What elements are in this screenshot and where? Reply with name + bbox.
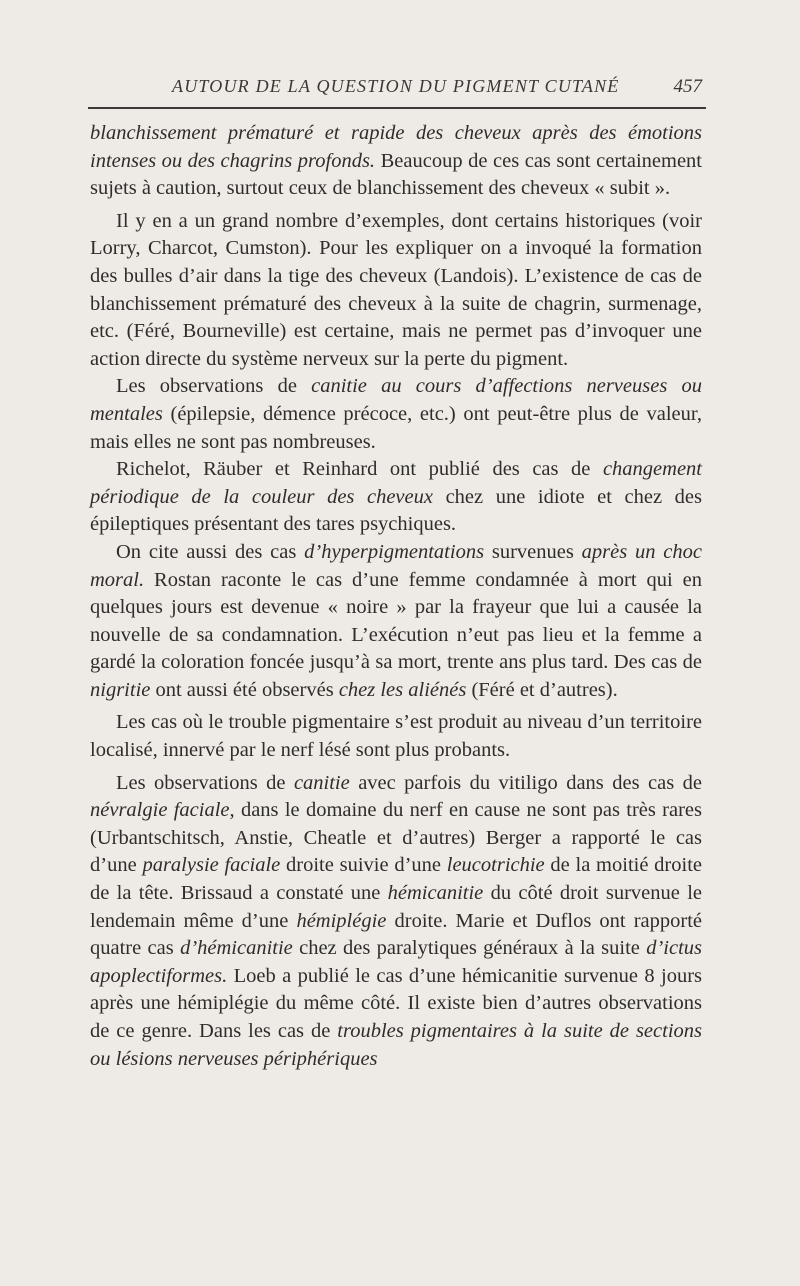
paragraph — [90, 373, 702, 456]
italic-text: troubles pigmentaires à la suite de sections ou lésions nerveuses périphériques — [90, 1020, 703, 1070]
text-run: chez des paralytiques généraux à la suite — [292, 937, 647, 960]
text-run: (Féré et d’autres). — [466, 678, 618, 701]
paragraph — [90, 770, 702, 1074]
text-run: Les observations de — [116, 375, 312, 398]
text-run: Les cas où le trouble pigmentaire s’est produit au niveau d’un territoire localisé, innervé par le nerf lésé sont plus probants. — [90, 711, 702, 762]
text-run: Les observations de — [116, 771, 294, 794]
italic-text: d’ictus apoplectiformes. — [90, 937, 702, 987]
italic-text: leucotrichie — [446, 854, 545, 877]
paragraph — [90, 208, 702, 374]
text-run: Loeb a publié le cas d’une hémicanitie survenue 8 jours après une hémiplégie du même côté. Il existe bien d’autres observations de ce genre. Dans les cas de — [90, 964, 702, 1042]
italic-text: blanchissement prématuré et rapide des cheveux après des émotions intenses ou des chagrins profonds. — [90, 122, 702, 172]
italic-text: nigritie — [90, 678, 151, 701]
text-run: Beaucoup de ces cas sont certainement sujets à caution, surtout ceux de blanchissement des cheveux « subit ». — [90, 149, 703, 200]
italic-text: chez les aliénés — [338, 678, 467, 701]
italic-text: canitie au cours d’affections nerveuses ou mentales — [90, 375, 702, 425]
text-run: chez une idiote et chez des épileptiques présentant des tares psychiques. — [90, 485, 702, 536]
header-rule — [88, 107, 706, 109]
italic-text: après un choc moral. — [90, 540, 702, 591]
text-run: Richelot, Räuber et Reinhard ont publié des cas de — [116, 458, 603, 481]
text-run: On cite aussi des cas — [116, 540, 305, 563]
italic-text: d’hyperpigmentations — [304, 540, 485, 563]
text-run: avec parfois du vitiligo dans des cas de — [349, 771, 702, 794]
text-run: du côté droit survenue le lendemain même d’une — [90, 882, 702, 932]
text-run: ont aussi été observés — [150, 678, 339, 701]
page-number: 457 — [673, 76, 702, 97]
paragraph — [90, 709, 702, 764]
text-run: droite suivie d’une — [280, 854, 447, 877]
text-run: de la moitié droite de la tête. Brissaud a constaté une — [90, 854, 702, 905]
italic-text: paralysie faciale — [142, 854, 281, 877]
text-run: survenues — [484, 540, 582, 563]
italic-text: hémiplégie — [296, 909, 387, 932]
italic-text: canitie — [293, 771, 350, 794]
paragraph — [90, 120, 702, 203]
paragraph — [90, 456, 702, 539]
text-run: droite. Marie et Duflos ont rapporté quatre cas — [90, 909, 702, 960]
text-run: dans le domaine du nerf en cause ne sont pas très rares (Urbantschitsch, Anstie, Cheatle et d’autres) Berger a rapporté le cas d’une — [90, 799, 702, 877]
paragraph — [90, 539, 702, 705]
body-text — [90, 120, 702, 1073]
italic-text: changement périodique de la couleur des cheveux — [90, 458, 702, 508]
text-run: (épilepsie, démence précoce, etc.) ont peut-être plus de valeur, mais elles ne sont pas nombreuses. — [90, 402, 702, 453]
running-title: AUTOUR DE LA QUESTION DU PIGMENT CUTANÉ — [172, 76, 620, 96]
italic-text: névralgie faciale, — [90, 799, 235, 822]
italic-text: hémicanitie — [387, 882, 484, 905]
text-run: Il y en a un grand nombre d’exemples, dont certains historiques (voir Lorry, Charcot, Cumston). Pour les expliquer on a invoqué la formation des bulles d’air dans la tige des cheveux (Landois). L’existence de cas de blanchissement prématuré des cheveux à la suite de chagrin, surmenage, etc. (Féré, Bourneville) est certaine, mais ne permet pas d’invoquer une action directe du système nerveux sur la perte du pigment. — [90, 209, 702, 370]
page-header — [90, 74, 702, 104]
text-run: Rostan raconte le cas d’une femme condamnée à mort qui en quelques jours est devenue « noire » par la frayeur que lui a causée la nouvelle de sa condamnation. L’exécution n’eut pas lieu et la femme a gardé la coloration foncée jusqu’à sa mort, trente ans plus tard. Des cas de — [90, 568, 702, 674]
italic-text: d’hémicanitie — [180, 937, 293, 960]
